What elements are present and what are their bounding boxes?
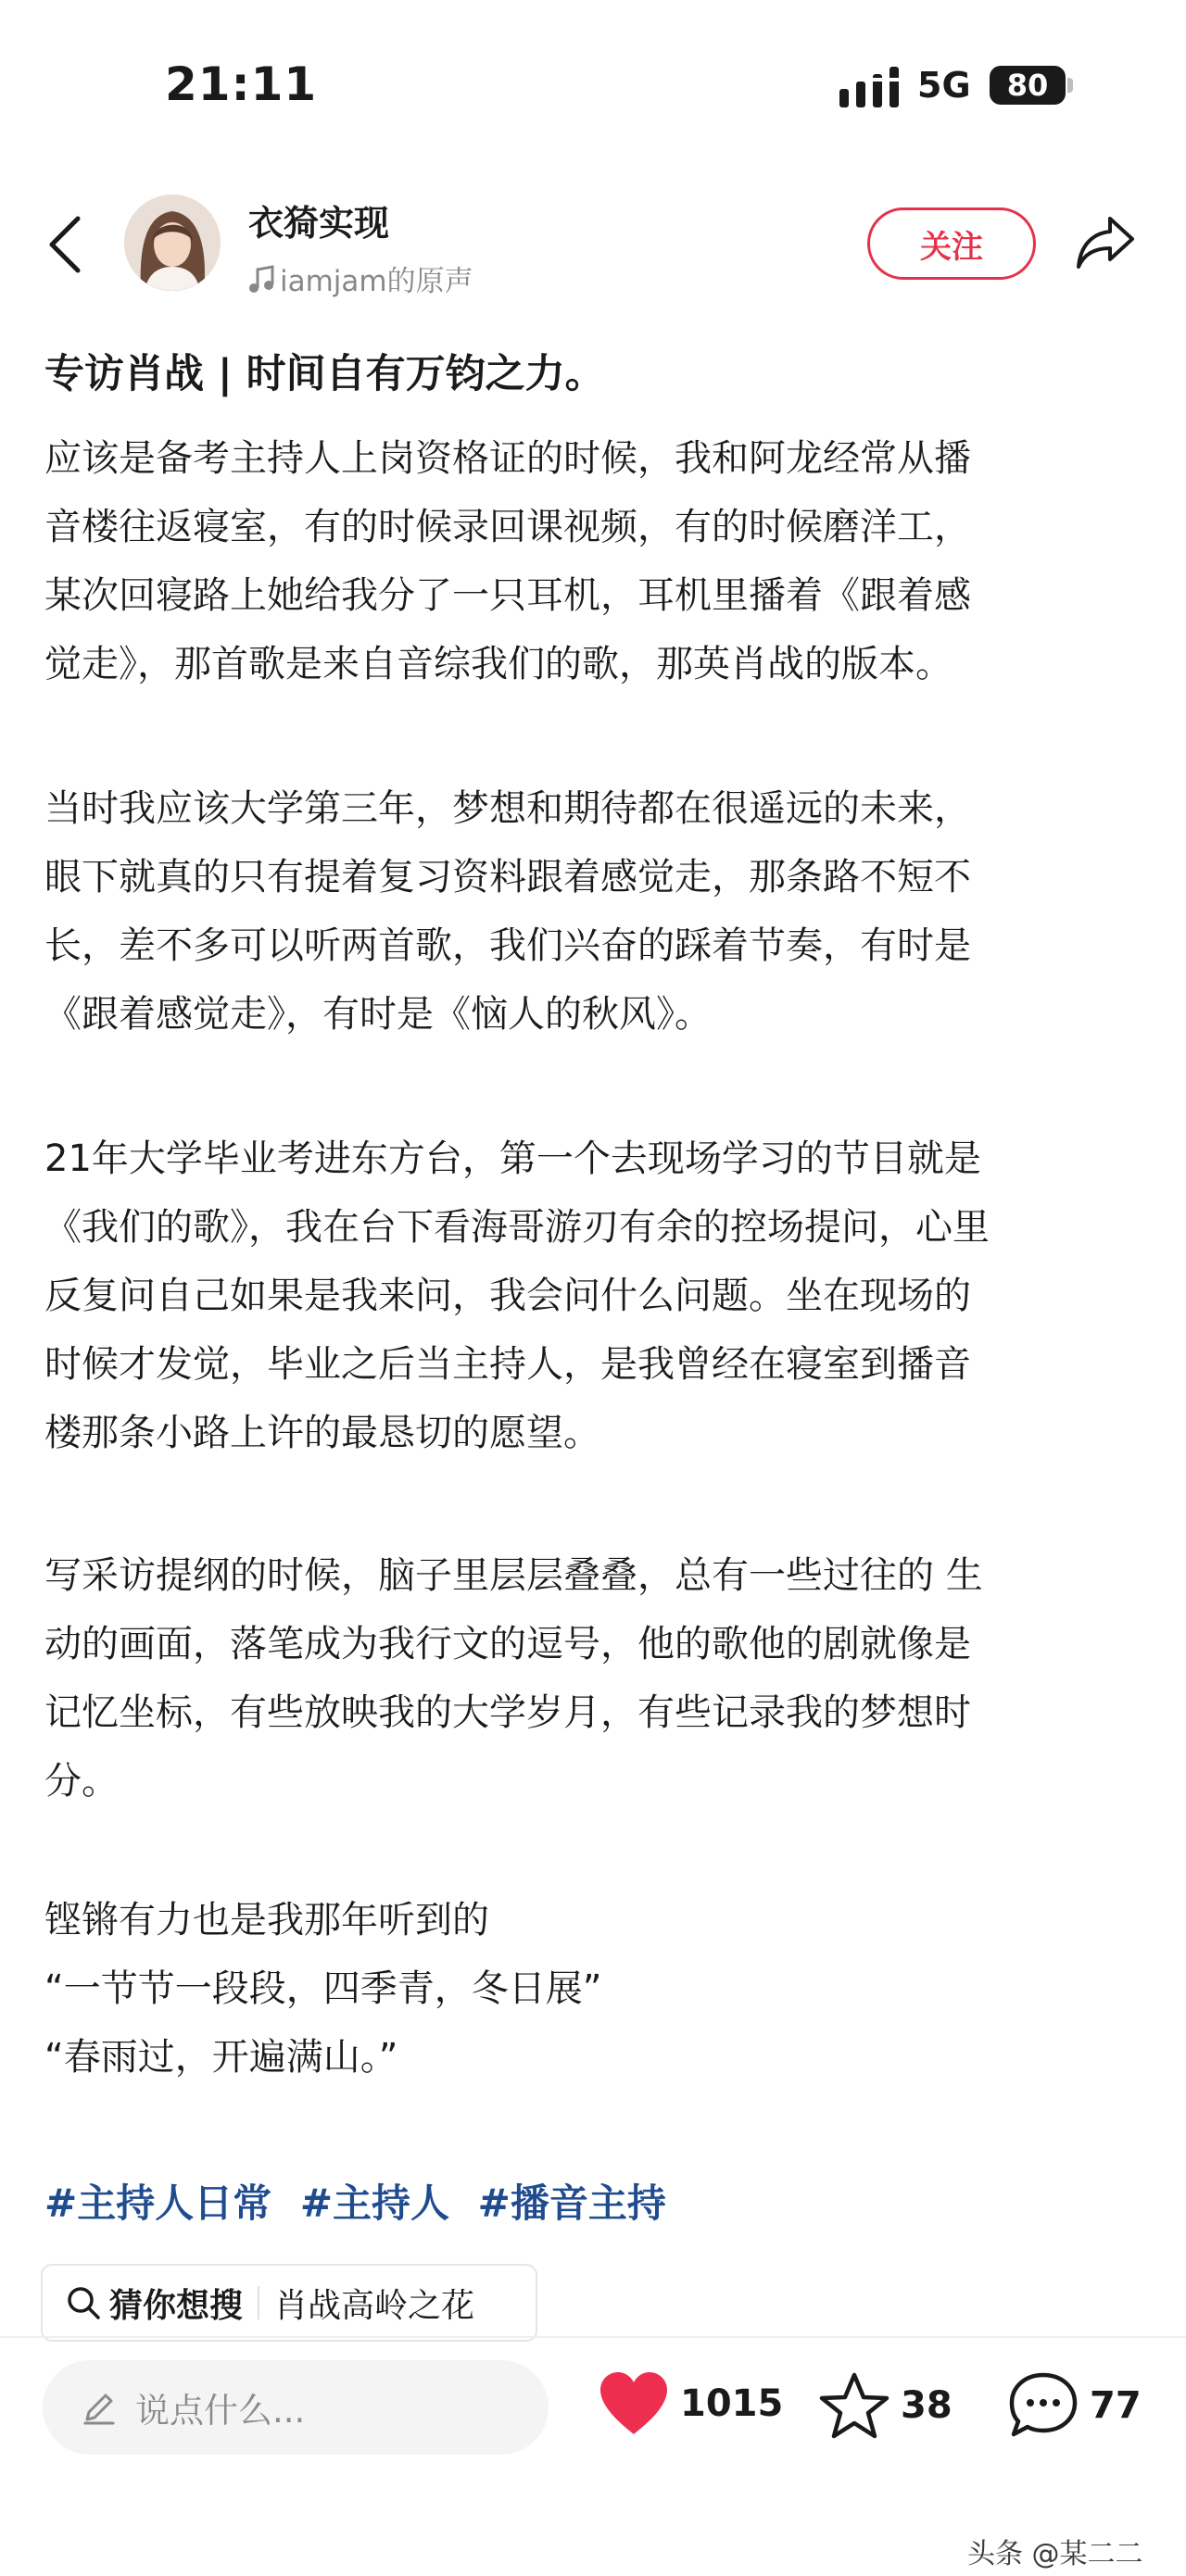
- paragraph-line: 记忆坐标，有些放映我的大学岁月，有些记录我的梦想时: [44, 1691, 971, 1734]
- heart-icon: [599, 2371, 669, 2436]
- star-icon: [819, 2371, 890, 2440]
- paragraph-line: 《我们的歌》，我在台下看海哥游刃有余的控场提问，心里: [44, 1206, 990, 1249]
- comment-count: 77: [1090, 2384, 1142, 2427]
- follow-button[interactable]: 关注: [867, 207, 1036, 280]
- music-label: iamjam的原声: [280, 265, 473, 298]
- search-icon: [65, 2284, 102, 2321]
- paragraph-line: 眼下就真的只有提着复习资料跟着感觉走，那条路不短不: [44, 856, 971, 898]
- hashtag[interactable]: #主持人日常: [44, 2180, 272, 2226]
- article-title: 专访肖战 | 时间自有万钧之力。: [44, 351, 605, 397]
- guess-label: 猜你想搜: [109, 2286, 244, 2325]
- paragraph-line: 《跟着感觉走》，有时是《恼人的秋风》。: [44, 993, 712, 1036]
- share-icon[interactable]: [1075, 213, 1136, 270]
- like-count: 1015: [680, 2382, 784, 2425]
- paragraph-line: 时候才发觉，毕业之后当主持人，是我曾经在寝室到播音: [44, 1343, 971, 1386]
- battery-indicator: [990, 66, 1066, 105]
- hashtag-list: [44, 2173, 681, 2229]
- status-time: 21:11: [165, 57, 318, 111]
- favorite-count: 38: [901, 2384, 953, 2427]
- paragraph-line: 应该是备考主持人上岗资格证的时候，我和阿龙经常从播: [44, 437, 971, 480]
- comment-bubble-icon: [1008, 2371, 1079, 2440]
- paragraph-3: [44, 1125, 1156, 1467]
- music-note-icon: [248, 264, 276, 294]
- battery-level: 80: [1006, 68, 1049, 103]
- hashtag[interactable]: #主持人: [299, 2180, 450, 2226]
- watermark: 头条 @某二二: [967, 2538, 1143, 2570]
- back-arrow-icon[interactable]: [46, 215, 83, 274]
- comment-button[interactable]: [1008, 2371, 1142, 2440]
- paragraph-line: 楼那条小路上许的最恳切的愿望。: [44, 1412, 600, 1454]
- paragraph-line: 长，差不多可以听两首歌，我们兴奋的踩着节奏，有时是: [44, 924, 971, 967]
- paragraph-line: 当时我应该大学第三年，梦想和期待都在很遥远的未来，: [44, 787, 971, 830]
- paragraph-line: 觉走》，那首歌是来自音综我们的歌，那英肖战的版本。: [44, 643, 953, 685]
- paragraph-line: “春雨过，开遍满山。”: [44, 2036, 398, 2079]
- paragraph-5: [44, 1886, 1156, 2092]
- music-source[interactable]: [248, 258, 473, 299]
- paragraph-line: 反复问自己如果是我来问，我会问什么问题。坐在现场的: [44, 1275, 971, 1317]
- guess-search-chip[interactable]: [41, 2264, 537, 2342]
- status-bar: [0, 0, 1186, 157]
- hashtag[interactable]: #播音主持: [477, 2180, 666, 2226]
- paragraph-line: 21年大学毕业考进东方台，第一个去现场学习的节目就是: [44, 1137, 981, 1180]
- paragraph-line: 写采访提纲的时候，脑子里层层叠叠，总有一些过往的 生: [44, 1554, 983, 1597]
- network-type: 5G: [917, 65, 971, 106]
- comment-input[interactable]: [43, 2360, 549, 2455]
- paragraph-line: 分。: [44, 1760, 119, 1803]
- author-avatar[interactable]: [124, 195, 221, 291]
- paragraph-line: “一节节一段段，四季青，冬日展”: [44, 1967, 602, 2010]
- bottom-divider: [0, 2336, 1186, 2338]
- paragraph-line: 音楼往返寝室，有的时候录回课视频，有的时候磨洋工，: [44, 506, 971, 548]
- like-button[interactable]: [599, 2371, 783, 2436]
- pencil-icon: [80, 2388, 119, 2427]
- battery-tip: [1067, 78, 1073, 93]
- paragraph-1: [44, 424, 1156, 698]
- guess-query: 肖战高岭之花: [274, 2286, 475, 2325]
- avatar-image: [124, 195, 221, 291]
- paragraph-line: 某次回寝路上她给我分了一只耳机，耳机里播着《跟着感: [44, 574, 971, 617]
- guess-divider: [258, 2286, 259, 2319]
- paragraph-line: 动的画面，落笔成为我行文的逗号，他的歌他的剧就像是: [44, 1623, 971, 1665]
- paragraph-4: [44, 1541, 1156, 1816]
- paragraph-2: [44, 774, 1156, 1049]
- signal-icon: [839, 67, 899, 107]
- author-name[interactable]: 衣猗实现: [248, 203, 390, 244]
- paragraph-line: 铿锵有力也是我那年听到的: [44, 1899, 489, 1941]
- comment-placeholder: 说点什么...: [135, 2391, 306, 2431]
- favorite-button[interactable]: [819, 2371, 953, 2440]
